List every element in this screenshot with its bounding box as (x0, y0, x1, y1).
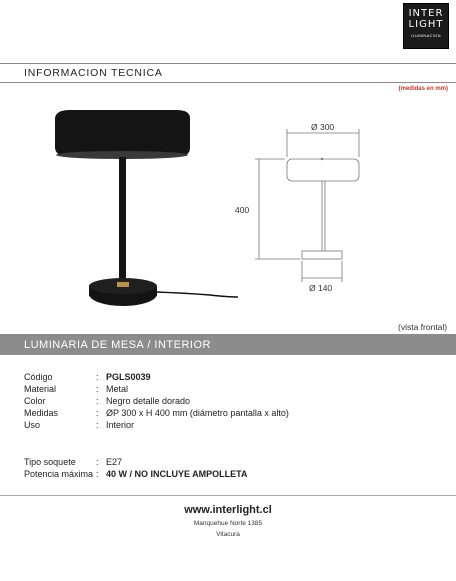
view-note: (vista frontal) (398, 322, 448, 332)
spec-row-color (24, 395, 289, 407)
spec-value: Negro detalle dorado (106, 396, 191, 406)
units-note: (medidas en mm) (398, 86, 448, 92)
logo-line2: LIGHT (408, 19, 444, 30)
spec-colon: : (96, 372, 99, 382)
spec-colon: : (96, 396, 99, 406)
logo-line3: ILUMINACION (411, 33, 441, 38)
spec-value: Interior (106, 420, 135, 430)
website-link[interactable]: www.interlight.cl (184, 504, 272, 516)
section-title: INFORMACION TECNICA (24, 67, 163, 79)
spec-label: Color (24, 396, 46, 406)
spec-colon: : (96, 384, 99, 394)
spec-colon: : (96, 420, 99, 430)
spec-row-medidas (24, 407, 289, 419)
spec-value: PGLS0039 (106, 372, 151, 382)
product-heading: LUMINARIA DE MESA / INTERIOR (24, 339, 211, 351)
spec-value: 40 W / NO INCLUYE AMPOLLETA (106, 469, 248, 479)
spec-label: Uso (24, 420, 41, 430)
spec-label: Medidas (24, 408, 59, 418)
spec-table-electrical (24, 456, 248, 480)
spec-label: Código (24, 372, 53, 382)
dim-height: 400 (235, 205, 250, 215)
spec-value: E27 (106, 457, 123, 467)
logo-line1: INTER (408, 8, 444, 19)
spec-row-soquete (24, 456, 248, 468)
spec-colon: : (96, 457, 99, 467)
spec-row-potencia (24, 468, 248, 480)
spec-row-codigo (24, 371, 289, 383)
spec-value: Metal (106, 384, 129, 394)
lamp-photo (55, 110, 238, 306)
spec-colon: : (96, 408, 99, 418)
address-line2: Vitacura (216, 531, 240, 538)
footer-rule (0, 495, 456, 496)
address-line1: Manquehue Norte 1385 (193, 520, 263, 527)
spec-label: Material (24, 384, 57, 394)
spec-row-material (24, 383, 289, 395)
dim-diameter-top: Ø 300 (311, 122, 335, 132)
lamp-technical-drawing (255, 129, 359, 282)
spec-label: Tipo soquete (24, 457, 76, 467)
spec-row-uso (24, 419, 289, 431)
spec-value: ØP 300 x H 400 mm (diámetro pantalla x alto) (106, 408, 289, 418)
spec-colon: : (96, 469, 99, 479)
spec-label: Potencia máxima (24, 469, 94, 479)
dim-diameter-base: Ø 140 (309, 283, 333, 293)
spec-table (24, 371, 289, 431)
